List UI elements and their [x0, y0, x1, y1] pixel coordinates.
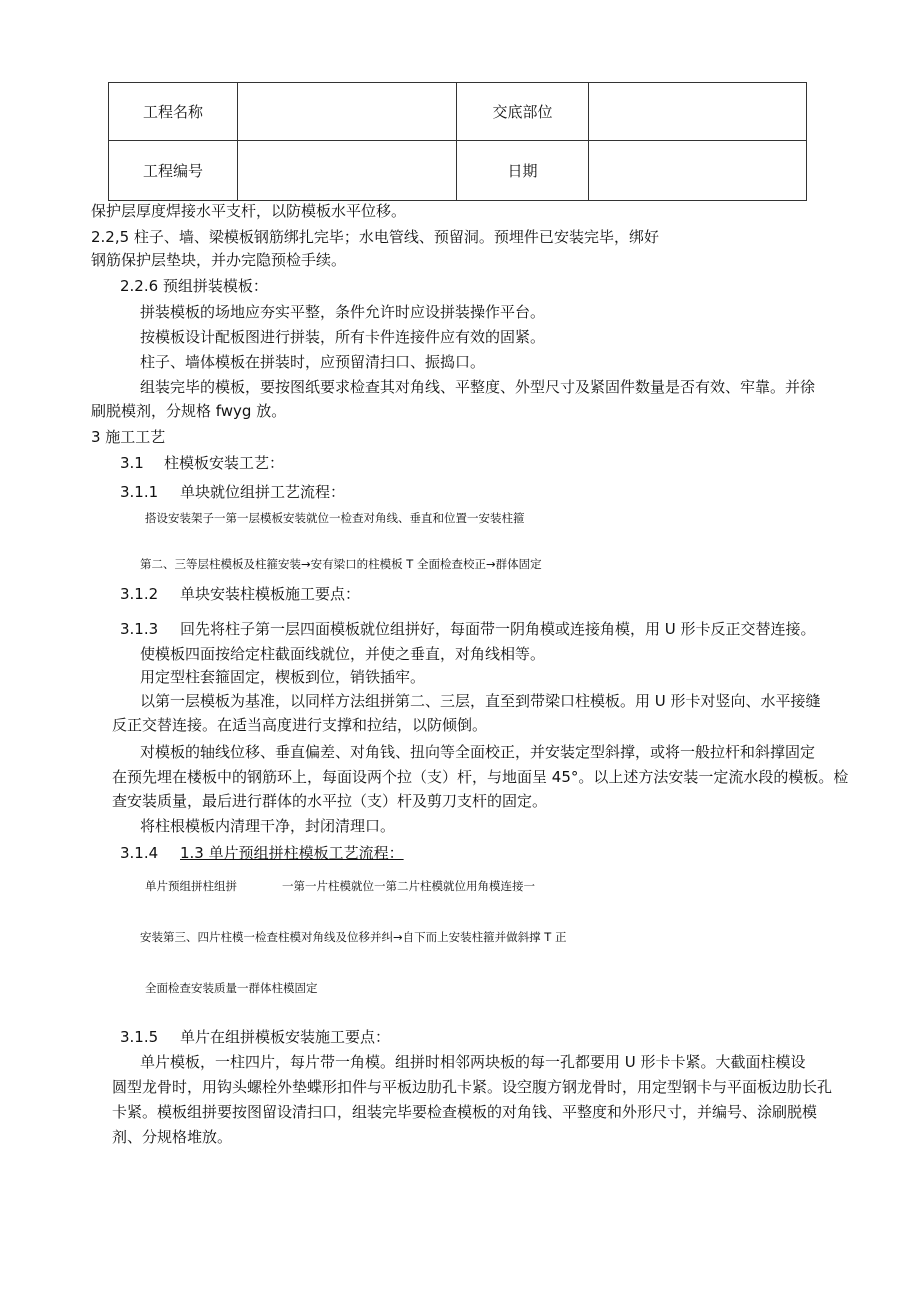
subsection-number: 3.1.3 — [120, 620, 159, 638]
disclosure-part-value — [589, 83, 807, 141]
text-line: 按模板设计配板图进行拼装，所有卡件连接件应有效的固紧。 — [140, 328, 546, 346]
project-name-value — [238, 83, 457, 141]
process-flow-line: 全面检查安装质量一群体柱模固定 — [145, 981, 318, 995]
text-line: 保护层厚度焊接水平支杆，以防模板水平位移。 — [91, 202, 407, 220]
text-line: 在预先埋在楼板中的钢筋环上，每面设两个拉（支）杆，与地面呈 45°。以上述方法安装一定流水段的模板。检 — [112, 768, 849, 786]
project-no-value — [238, 141, 457, 201]
subsection-number: 3.1.4 — [120, 844, 159, 862]
subsection-title: 单片在组拼模板安装施工要点： — [180, 1028, 391, 1046]
text-line: 组装完毕的模板，要按图纸要求检查其对角线、平整度、外型尺寸及紧固件数量是否有效、牢靠。并徐 — [140, 378, 816, 396]
subsection-number: 3.1.5 — [120, 1028, 159, 1046]
subsection-number: 3.1.2 — [120, 585, 159, 603]
subsection-number: 3.1.1 — [120, 483, 159, 501]
text-line: 刷脱模剂，分规格 fwyg 放。 — [91, 402, 287, 420]
text-line: 柱子、墙体模板在拼装时，应预留清扫口、振捣口。 — [140, 353, 486, 371]
process-flow-line: 安装第三、四片柱模一检查柱模对角线及位移并纠→自下而上安装柱箍并做斜撑 T 正 — [140, 930, 567, 944]
project-info-table — [108, 82, 807, 201]
process-flow-line: 第二、三等层柱模板及柱箍安装→安有梁口的柱模板 T 全面检查校正→群体固定 — [140, 557, 542, 571]
subsection-title: 单块安装柱模板施工要点： — [180, 585, 361, 603]
date-value — [589, 141, 807, 201]
text-line: 将柱根模板内清理干净，封闭清理口。 — [140, 817, 396, 835]
text-line: 钢筋保护层垫块，并办完隐预检手续。 — [91, 251, 347, 269]
process-flow-line: 单片预组拼柱组拼 — [145, 879, 237, 893]
subsection-title: 1.3 单片预组拼柱模板工艺流程： — [180, 844, 404, 862]
disclosure-part-label: 交底部位 — [457, 83, 589, 141]
text-line: 用定型柱套箍固定，楔板到位，销铁插牢。 — [140, 668, 426, 686]
text-line: 卡紧。模板组拼要按图留设清扫口，组装完毕要检查模板的对角钱、平整度和外形尺寸，并编号、涂刷脱模 — [112, 1103, 818, 1121]
subsection-number: 3.1 — [120, 454, 144, 472]
text-line: 对模板的轴线位移、垂直偏差、对角钱、扭向等全面校正，并安装定型斜撑，或将一般拉杆和斜撑固定 — [140, 743, 816, 761]
text-line: 2.2,5 柱子、墙、梁模板钢筋绑扎完毕；水电管线、预留洞。预埋件已安装完毕，绑好 — [91, 228, 659, 246]
subsection-title: 单块就位组拼工艺流程： — [180, 483, 346, 501]
section-heading: 2.2.6 预组拼装模板： — [120, 277, 268, 295]
text-line: 回先将柱子第一层四面模板就位组拼好，每面带一阴角模或连接角模，用 U 形卡反正交替连接。 — [180, 620, 816, 638]
process-flow-line: 搭设安装架子一第一层模板安装就位一检查对角线、垂直和位置一安装柱箍 — [145, 511, 525, 525]
process-flow-line: 一第一片柱模就位一第二片柱模就位用角模连接一 — [282, 879, 535, 893]
text-line: 圆型龙骨时，用钩头螺栓外垫蝶形扣件与平板边肋孔卡紧。设空腹方钢龙骨时，用定型钢卡与平面板边肋长孔 — [112, 1078, 833, 1096]
text-line: 拼装模板的场地应夯实平整，条件允许时应设拼装操作平台。 — [140, 303, 546, 321]
text-line: 查安装质量，最后进行群体的水平拉（支）杆及剪刀支杆的固定。 — [112, 792, 548, 810]
text-line: 单片模板，一柱四片，每片带一角模。组拼时相邻两块板的每一孔都要用 U 形卡卡紧。大截面柱模设 — [140, 1053, 806, 1071]
text-line: 反正交替连接。在适当高度进行支撑和拉结，以防倾倒。 — [112, 716, 488, 734]
section-heading: 3 施工工艺 — [91, 428, 166, 446]
date-label: 日期 — [457, 141, 589, 201]
project-name-label: 工程名称 — [109, 83, 238, 141]
text-line: 以第一层模板为基准，以同样方法组拼第二、三层，直至到带梁口柱模板。用 U 形卡对竖向、水平接缝 — [140, 692, 821, 710]
project-no-label: 工程编号 — [109, 141, 238, 201]
text-line: 使模板四面按给定柱截面线就位，并使之垂直，对角线相等。 — [140, 645, 546, 663]
text-line: 剂、分规格堆放。 — [112, 1128, 233, 1146]
subsection-title: 柱模板安装工艺： — [164, 454, 285, 472]
